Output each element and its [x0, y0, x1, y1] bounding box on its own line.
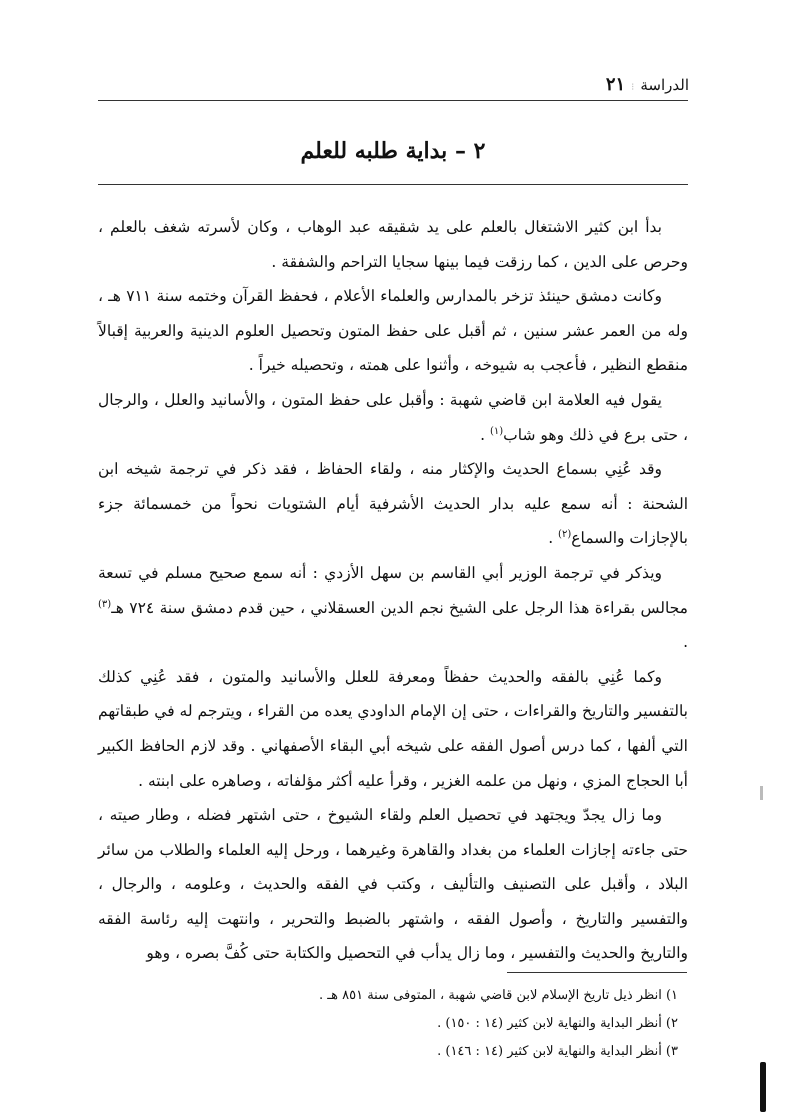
- footnote-ref-1[interactable]: (١): [489, 425, 504, 437]
- footnote-ref-2[interactable]: (٢): [558, 529, 572, 541]
- paragraph-end: .: [480, 425, 490, 444]
- paragraph-text: بدأ ابن كثير الاشتغال بالعلم على يد شقيقه عبد الوهاب ، وكان لأسرته شغف بالعلم ، وحرص على الدين ، كما رزقت فيما بينها سجايا التراحم والشفقة .: [98, 218, 688, 271]
- paragraph-1: [98, 210, 688, 279]
- paragraph-text: وكما عُنِي بالفقه والحديث حفظاً ومعرفة للعلل والأسانيد والمتون ، فقد عُنِي كذلك بالتفسير والتاريخ والقراءات ، حتى إن الإمام الداودي يعده من القراء ، ويترجم له في طبقاتهم التي ألفها ، كما درس أصول الفقه على شيخه أبي البقاء الأصفهاني . وقد لازم الحافظ الكبير أبا الحجاج المزي ، ونهل من علمه الغزير ، وقرأ عليه أكثر مؤلفاته ، وصاهره على ابنته .: [98, 667, 688, 790]
- running-header: [606, 74, 689, 95]
- paragraph-4: [98, 452, 688, 556]
- footnotes: [98, 982, 688, 1066]
- paragraph-7: [98, 798, 688, 971]
- section-name: الدراسة: [640, 76, 689, 94]
- paragraph-text: وما زال يجدّ ويجتهد في تحصيل العلم ولقاء الشيوخ ، حتى اشتهر فضله ، وطار صيته ، حتى جاءته إجازات العلماء من بغداد والقاهرة وغيرهما ، ورحل إليه العلماء والطلاب من سائر البلاد ، وأقبل على التصنيف والتأليف ، وكتب في الفقه والحديث ، وعلومه ، والرجال ، والتفسير والتاريخ ، وأصول الفقه ، واشتهر بالضبط والتحرير ، وانتهت إليه رئاسة الفقه والتاريخ والحديث والتفسير ، وما زال يدأب في التحصيل والكتابة حتى كُفَّ بصره ، وهو: [98, 806, 688, 963]
- scan-artifact-dot: [760, 786, 763, 800]
- footnote-ref-3[interactable]: (٣): [98, 598, 112, 610]
- header-separator: ⁝: [631, 82, 635, 93]
- page-number: ٢١: [605, 74, 626, 95]
- footnote-rule: [507, 972, 687, 973]
- paragraph-2: [98, 279, 688, 383]
- footnote-2: ٢) أنظر البداية والنهاية لابن كثير (١٤ : ١٥٠) .: [437, 1016, 678, 1031]
- scan-artifact-mark: [760, 1062, 766, 1112]
- paragraph-text: يقول فيه العلامة ابن قاضي شهبة : وأقبل على حفظ المتون ، والأسانيد والعلل ، والرجال ، حتى برع في ذلك وهو شاب: [98, 390, 688, 444]
- chapter-title: ٢ – بداية طلبه للعلم: [300, 138, 486, 164]
- paragraph-text: ويذكر في ترجمة الوزير أبي القاسم بن سهل الأزدي : أنه سمع صحيح مسلم في تسعة مجالس بقراءة هذا الرجل على الشيخ نجم الدين العسقلاني ، حين قدم دمشق سنة ٧٢٤ هـ: [98, 563, 688, 617]
- paragraph-end: .: [548, 529, 559, 548]
- paragraph-text: وكانت دمشق حينئذ تزخر بالمدارس والعلماء الأعلام ، فحفظ القرآن وختمه سنة ٧١١ هـ ، وله من العمر عشر سنين ، ثم أقبل على حفظ المتون وتحصيل العلوم الدينية والعربية إقبالاً منقطع النظير ، فأعجب به شيوخه ، وأثنوا على همته ، وتحصيله خيراً .: [98, 287, 688, 375]
- paragraph-3: [98, 383, 688, 452]
- paragraph-text: وقد عُنِي بسماع الحديث والإكثار منه ، ولقاء الحفاظ ، فقد ذكر في ترجمة شيخه ابن الشحنة : أنه سمع عليه بدار الحديث الأشرفية أيام الشتويات نحواً من خمسمائة جزء بالإجازات والسماع: [98, 460, 688, 548]
- paragraph-end: .: [683, 633, 688, 652]
- footnote-1: ١) انظر ذيل تاريخ الإسلام لابن قاضي شهبة ، المتوفى سنة ٨٥١ هـ .: [319, 988, 678, 1003]
- paragraph-5: [98, 556, 688, 660]
- body-text: [98, 210, 688, 971]
- title-rule: [98, 184, 688, 185]
- paragraph-6: [98, 660, 688, 798]
- footnote-3: ٣) أنظر البداية والنهاية لابن كثير (١٤ : ١٤٦) .: [437, 1044, 678, 1059]
- header-rule: [98, 100, 688, 101]
